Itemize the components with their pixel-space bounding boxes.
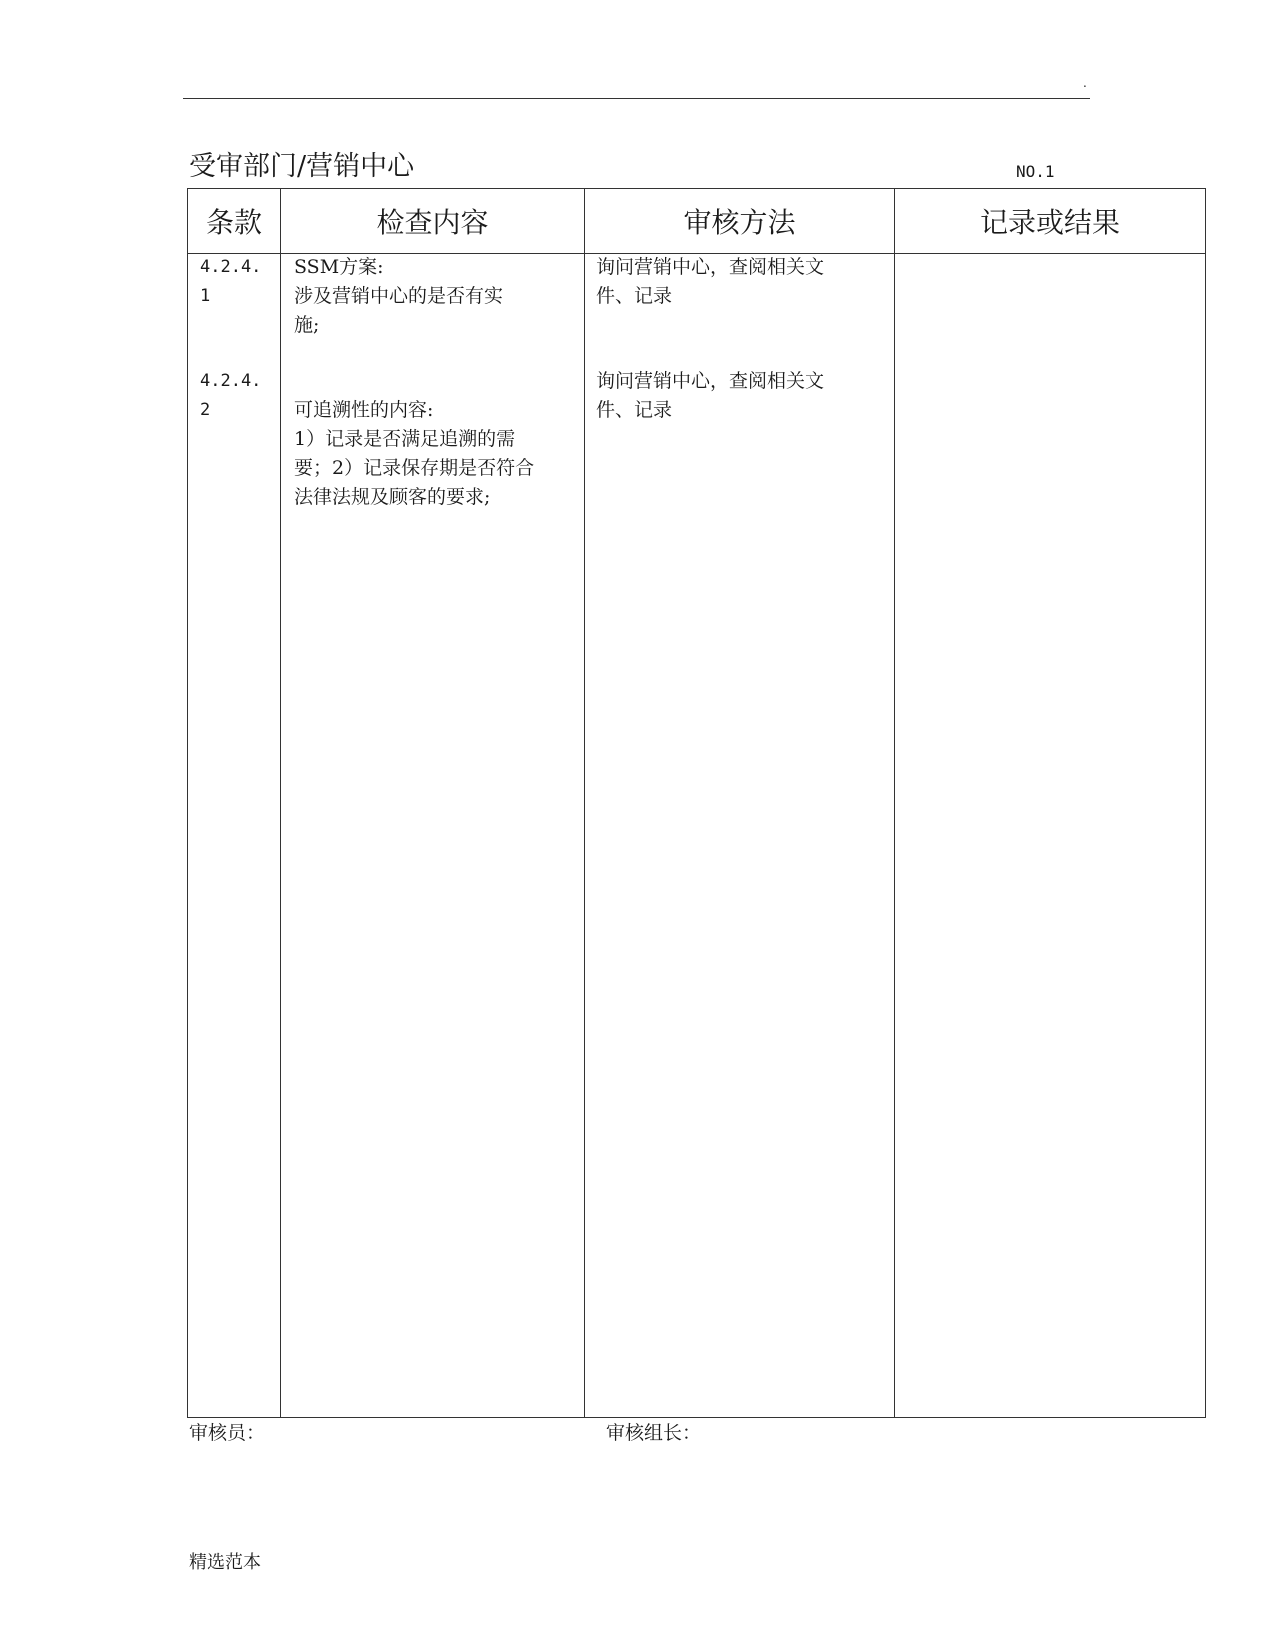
row-1-method: 询问营销中心，查阅相关文 件、记录 [596,256,825,307]
column-divider [280,189,281,1417]
row-2-clause: 4.2.4. 2 [200,371,262,420]
column-divider [584,189,585,1417]
column-header-content: 检查内容 [376,206,489,239]
audit-checklist-table [187,188,1206,1418]
team-leader-signature-label: 审核组长： [606,1422,702,1444]
header-dot: . [1083,76,1087,90]
header-rule [183,98,1090,99]
column-header-method: 审核方法 [683,206,796,239]
column-divider [894,189,895,1417]
document-number: NO.1 [1016,162,1055,181]
row-2-content: 可追溯性的内容: 1）记录是否满足追溯的需 要；2）记录保存期是否符合 法律法规及顾客的要求; [294,399,535,508]
footer-text: 精选范本 [189,1552,261,1573]
row-1-content: SSM方案: 涉及营销中心的是否有实 施; [294,256,504,336]
column-header-clause: 条款 [205,206,262,239]
row-1-clause: 4.2.4. 1 [200,257,262,306]
auditor-signature-label: 审核员： [189,1422,266,1444]
column-header-result: 记录或结果 [979,206,1120,239]
department-title: 受审部门/营销中心 [189,151,415,182]
row-2-method: 询问营销中心，查阅相关文 件、记录 [596,370,825,421]
